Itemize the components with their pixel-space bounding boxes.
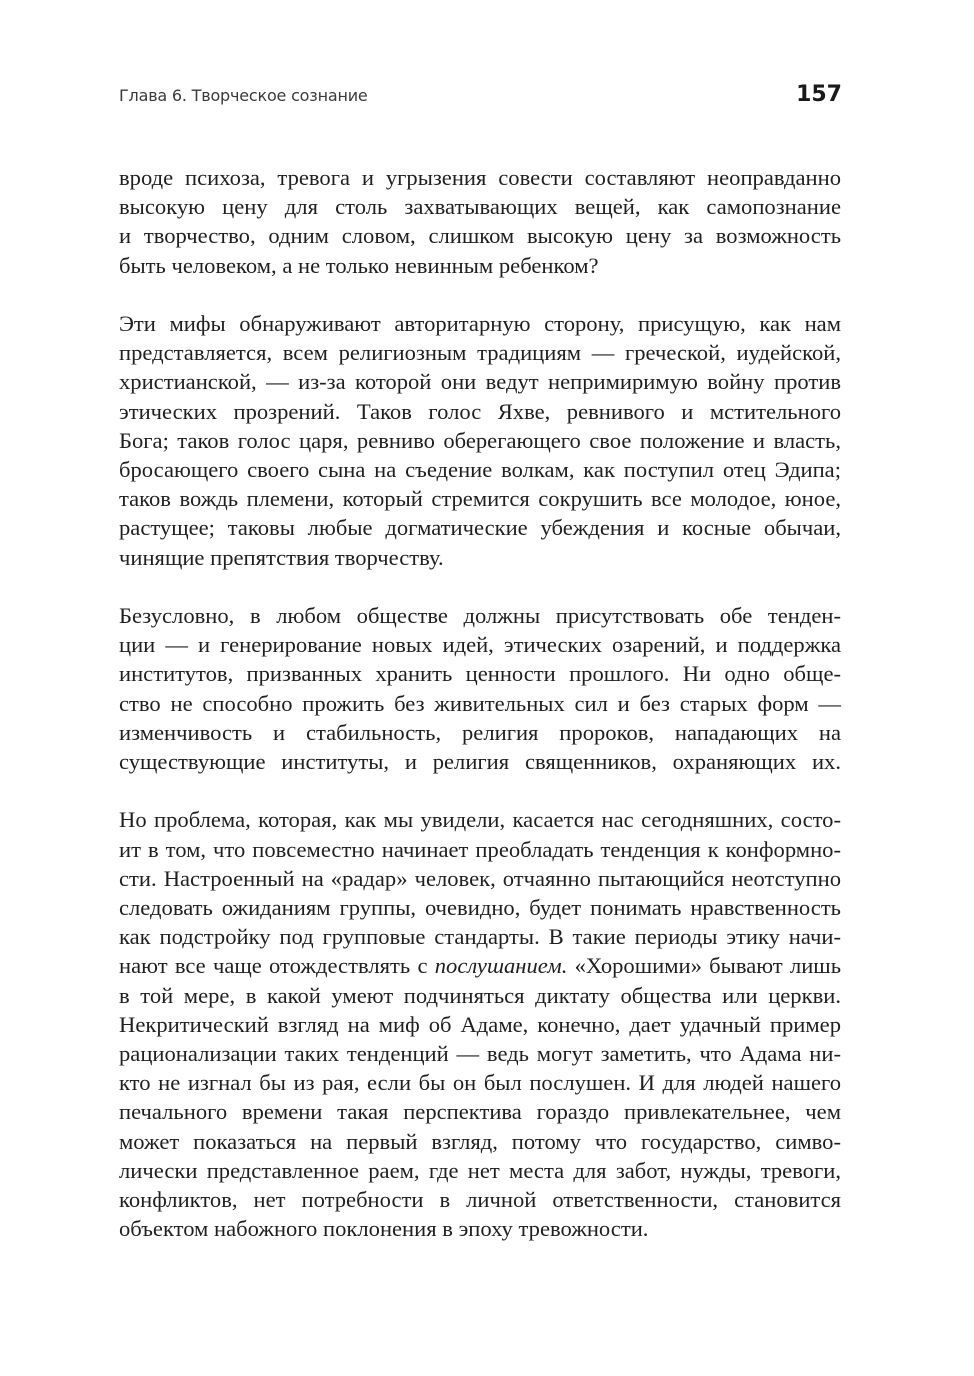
text-line: кто не изгнал бы из рая, если бы он был послушен. И для людей нашего (119, 1070, 841, 1096)
page-number: 157 (796, 82, 842, 107)
text-line: представляется, всем религиозным традициям — греческой, иудейской, (119, 340, 841, 366)
text-fragment: «Хорошими» бывают лишь (567, 953, 842, 979)
text-line: Бога; таков голос царя, ревниво оберегающего свое положение и власть, (119, 427, 841, 453)
text-line: рационализации таких тенденций — ведь могут заметить, что Адама ни- (119, 1041, 841, 1067)
text-line: чинящие препятствия творчеству. (119, 544, 444, 570)
text-line: сти. Настроенный на «радар» человек, отчаянно пытающийся неотступно (119, 865, 841, 891)
body-text (119, 163, 841, 1273)
text-line: быть человеком, а не только невинным ребенком? (119, 252, 599, 278)
text-line: следовать ожиданиям группы, очевидно, будет понимать нравственность (119, 895, 841, 921)
running-head: Глава 6. Творческое сознание (119, 86, 368, 105)
text-line: ции — и генерирование новых идей, этических озарений, и поддержка (119, 632, 841, 658)
text-line: как подстройку под групповые стандарты. В такие периоды этику начи- (119, 924, 841, 950)
text-line: растущее; таковы любые догматические убеждения и косные обычаи, (119, 515, 841, 541)
text-line-with-italic (119, 951, 841, 980)
text-line: конфликтов, нет потребности в личной ответственности, становится (119, 1187, 841, 1213)
text-line: Но проблема, которая, как мы увидели, касается нас сегодняшних, состо- (119, 807, 841, 833)
text-line: институтов, призванных хранить ценности прошлого. Ни одно обще- (119, 661, 841, 687)
text-line: высокую цену для столь захватывающих вещей, как самопознание (119, 194, 841, 220)
paragraph-4 (119, 805, 841, 1243)
text-line: бросающего своего сына на съедение волкам, как поступил отец Эдипа; (119, 457, 841, 483)
paragraph-1 (119, 163, 841, 280)
text-line: может показаться на первый взгляд, потому что государство, симво- (119, 1128, 841, 1154)
text-line: Безусловно, в любом обществе должны присутствовать обе тенден- (119, 603, 841, 629)
text-line: Некритический взгляд на миф об Адаме, конечно, дает удачный пример (119, 1011, 841, 1037)
paragraph-2 (119, 309, 841, 572)
text-line: Эти мифы обнаруживают авторитарную сторону, присущую, как нам (119, 311, 841, 336)
italic-term: послушанием. (434, 953, 568, 979)
text-line: и творчество, одним словом, слишком высокую цену за возможность (119, 223, 841, 249)
text-fragment: нают все чаще отождествлять с (119, 953, 435, 979)
text-line: в той мере, в какой умеют подчиняться диктату общества или церкви. (119, 982, 841, 1008)
paragraph-3 (119, 601, 841, 776)
text-line: изменчивость и стабильность, религия пророков, нападающих на (119, 719, 841, 745)
text-line: христианской, — из-за которой они ведут непримиримую войну против (119, 369, 841, 395)
text-line: этических прозрений. Таков голос Яхве, ревнивого и мстительного (119, 398, 841, 424)
text-line: ит в том, что повсеместно начинает преобладать тенденция к конформно- (119, 836, 841, 862)
text-line: вроде психоза, тревога и угрызения совести составляют неоправданно (119, 165, 841, 190)
text-line: ство не способно прожить без живительных сил и без старых форм — (119, 690, 841, 716)
text-line: таков вождь племени, который стремится сокрушить все молодое, юное, (119, 486, 841, 512)
text-line: объектом набожного поклонения в эпоху тревожности. (119, 1216, 649, 1242)
text-line: печального времени такая перспектива гораздо привлекательнее, чем (119, 1099, 841, 1125)
text-line: лически представленное раем, где нет места для забот, нужды, тревоги, (119, 1157, 841, 1183)
text-line: существующие институты, и религия священников, охраняющих их. (119, 749, 841, 775)
